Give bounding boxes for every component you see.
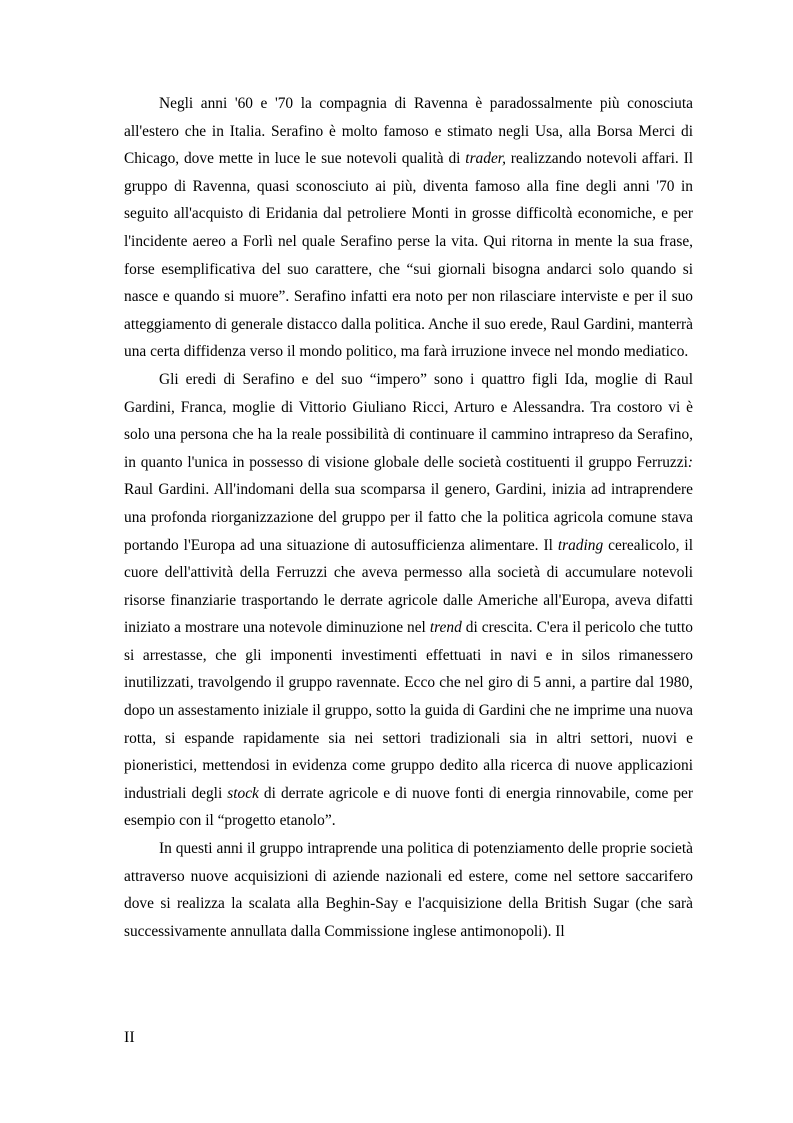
paragraph-3 <box>124 835 693 945</box>
text-run: di crescita. C'era il pericolo che tutto si arrestasse, che gli imponenti investimenti effettuati in navi e in silos rimanessero inutilizzati, travolgendo il gruppo ravennate. Ecco che nel giro di 5 anni, a partire dal 1980, dopo un assestamento iniziale il gruppo, sotto la guida di Gardini che ne imprime una nuova rotta, si espande rapidamente sia nei settori tradizionali sia in altri settori, nuovi e pioneristici, mettendosi in evidenza come gruppo dedito alla ricerca di nuove applicazioni industriali degli <box>124 619 693 802</box>
text-run: cerealicolo, il cuore dell'attività della Ferruzzi che aveva permesso alla società di accumulare notevoli risorse finanziarie trasportando le derrate agricole dalle Americhe all'Europa, aveva difatti iniziato a mostrare una notevole diminuzione nel <box>124 536 693 637</box>
italic-run: trader, <box>465 150 506 168</box>
page-number: II <box>124 1029 135 1046</box>
text-run: di derrate agricole e di nuove fonti di energia rinnovabile, come per esempio con il “progetto etanolo”. <box>124 784 693 830</box>
paragraph-2 <box>124 366 693 835</box>
text-run: realizzando notevoli affari. Il gruppo di Ravenna, quasi sconosciuto ai più, diventa famoso alla fine degli anni '70 in seguito all'acquisto di Eridania dal petroliere Monti in grosse difficoltà economiche, e per l'incidente aereo a Forlì nel quale Serafino perse la vita. Qui ritorna in mente la sua frase, forse esemplificativa del suo carattere, che “sui giornali bisogna andarci solo quando si nasce e quando si muore”. Serafino infatti era noto per non rilasciare interviste e per il suo atteggiamento di generale distacco dalla politica. Anche il suo erede, Raul Gardini, manterrà una certa diffidenza verso il mondo politico, ma farà irruzione invece nel mondo mediatico. <box>124 150 693 361</box>
italic-run: stock <box>227 784 259 802</box>
paragraph-1 <box>124 90 693 366</box>
text-run: In questi anni il gruppo intraprende una politica di potenziamento delle proprie società attraverso nuove acquisizioni di aziende nazionali ed estere, come nel settore saccarifero dove si realizza la scalata alla Beghin-Say e l'acquisizione della British Sugar (che sarà successivamente annullata dalla Commissione inglese antimonopoli). Il <box>124 840 693 940</box>
text-run: Raul Gardini. All'indomani della sua scomparsa il genero, Gardini, inizia ad intraprendere una profonda riorganizzazione del gruppo per il fatto che la politica agricola comune stava portando l'Europa ad una situazione di autosufficienza alimentare. Il <box>124 481 693 554</box>
text-run: Gli eredi di Serafino e del suo “impero” sono i quattro figli Ida, moglie di Raul Gardini, Franca, moglie di Vittorio Giuliano Ricci, Arturo e Alessandra. Tra costoro vi è solo una persona che ha la reale possibilità di continuare il cammino intrapreso da Serafino, in quanto l'unica in possesso di visione globale delle società costituenti il gruppo Ferruzzi <box>124 370 693 471</box>
italic-run: trend <box>429 619 462 637</box>
text-run: Negli anni '60 e '70 la compagnia di Ravenna è paradossalmente più conosciuta all'estero che in Italia. Serafino è molto famoso e stimato negli Usa, alla Borsa Merci di Chicago, dove mette in luce le sue notevoli qualità di <box>124 95 693 168</box>
italic-run: trading <box>557 536 604 554</box>
italic-run: : <box>687 453 693 471</box>
page-body <box>124 90 693 945</box>
